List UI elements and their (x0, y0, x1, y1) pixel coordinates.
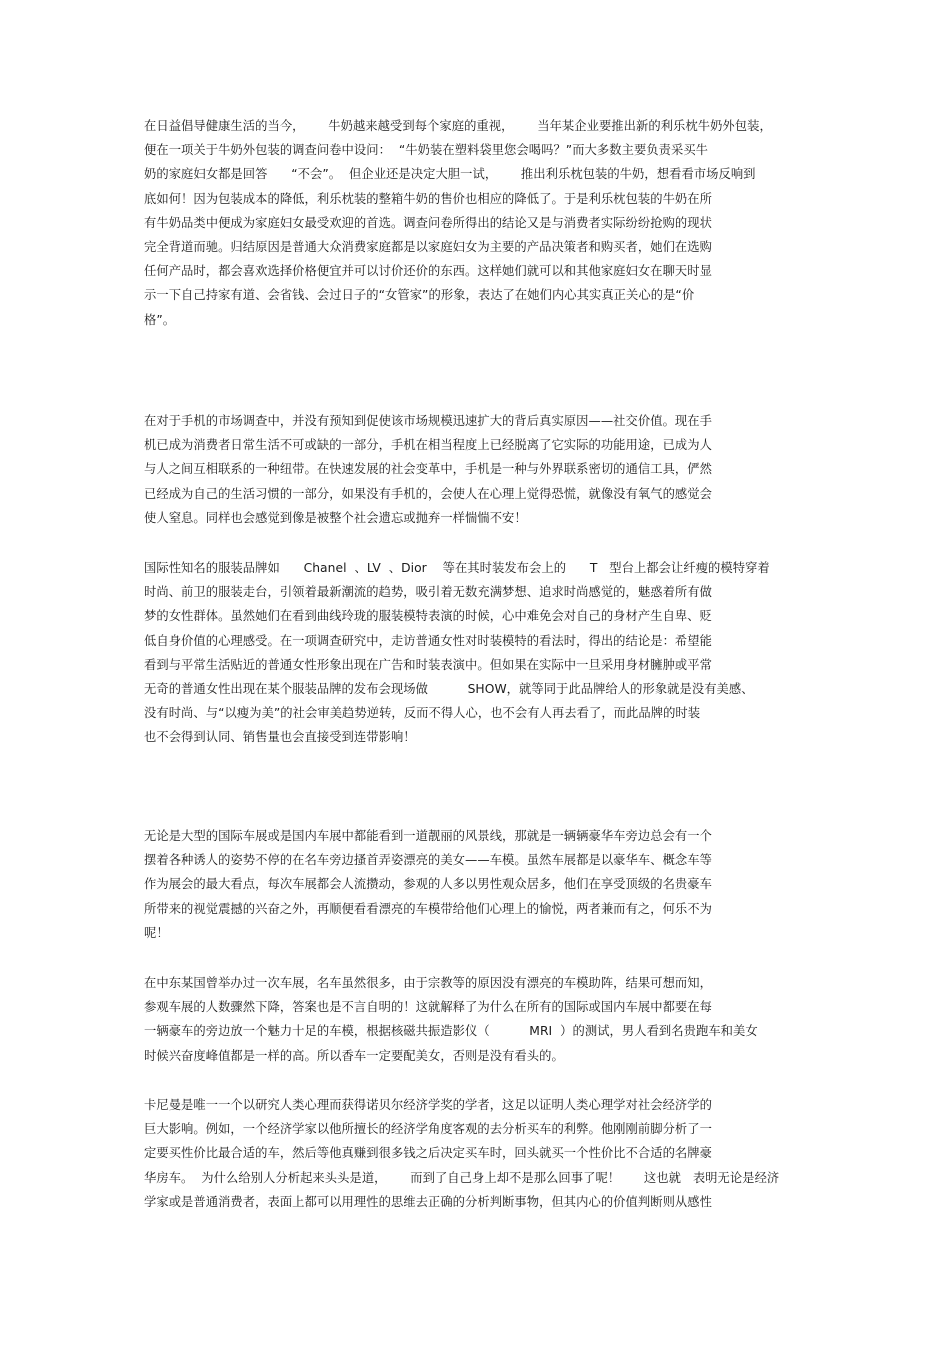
text-line: 在中东某国曾举办过一次车展，名车虽然很多，由于宗教等的原因没有漂亮的车模助阵，结果可想而知， (144, 976, 712, 990)
text-line: 时尚、前卫的服装走台，引领着最新潮流的趋势，吸引着无数充满梦想、追求时尚感觉的，魅惑着所有做 (144, 585, 712, 600)
text-line: 在日益倡导健康生活的当今， 牛奶越来越受到每个家庭的重视， 当年某企业要推出新的利乐枕牛奶外包装， (144, 119, 772, 133)
text-line: 使人窒息。同样也会感觉到像是被整个社会遗忘或抛弃一样惴惴不安！ (144, 510, 527, 525)
text-line: 参观车展的人数骤然下降，答案也是不言自明的！这就解释了为什么在所有的国际或国内车展中都要在每 (144, 1000, 712, 1015)
text-line: 国际性知名的服装品牌如 Chanel 、LV 、Dior 等在其时装发布会上的 T 型台上都会让纤瘦的模特穿着 (144, 561, 770, 575)
text-line: 已经成为自己的生活习惯的一部分，如果没有手机的，会使人在心理上觉得恐慌，就像没有氧气的感觉会 (144, 486, 712, 501)
text-line: 卡尼曼是唯一一个以研究人类心理而获得诺贝尔经济学奖的学者，这足以证明人类心理学对社会经济学的 (144, 1098, 712, 1112)
text-line: 无奇的普通女性出现在某个服装品牌的发布会现场做 SHOW，就等同于此品牌给人的形象就是没有美感、 (144, 681, 754, 696)
text-line: 与人之间互相联系的一种纽带。在快速发展的社会变革中，手机是一种与外界联系密切的通信工具，俨然 (144, 462, 712, 477)
paragraph-auto-show (144, 824, 804, 945)
text-line: 没有时尚、与“以瘦为美”的社会审美趋势逆转，反而不得人心，也不会有人再去看了，而此品牌的时装 (144, 706, 701, 721)
text-line: 便在一项关于牛奶外包装的调查问卷中设问： “牛奶装在塑料袋里您会喝吗？”而大多数主要负责采买牛 (144, 143, 709, 158)
text-line: 学家或是普通消费者，表面上都可以用理性的思维去正确的分析判断事物，但其内心的价值判断则从感性 (144, 1194, 712, 1209)
text-line: 定要买性价比最合适的车，然后等他真赚到很多钱之后决定买车时，回头就买一个性价比不合适的名牌豪 (144, 1146, 712, 1161)
text-line: 巨大影响。例如，一个经济学家以他所擅长的经济学角度客观的去分析买车的利弊。他刚刚前脚分析了一 (144, 1122, 712, 1137)
text-line: 底如何！因为包装成本的降低，利乐枕装的整箱牛奶的售价也相应的降低了。于是利乐枕包装的牛奶在所 (144, 191, 712, 206)
text-line: 示一下自己持家有道、会省钱、会过日子的“女管家”的形象，表达了在她们内心其实真正关心的是“价 (144, 288, 695, 303)
text-line: 奶的家庭妇女都是回答 “不会”。 但企业还是决定大胆一试， 推出利乐枕包装的牛奶，想看看市场反响到 (144, 167, 756, 182)
text-line: 摆着各种诱人的姿势不停的在名车旁边搔首弄姿漂亮的美女——车模。虽然车展都是以豪华车、概念车等 (144, 853, 712, 868)
text-line: 任何产品时，都会喜欢选择价格便宜并可以讨价还价的东西。这样她们就可以和其他家庭妇女在聊天时显 (144, 264, 712, 279)
paragraph-milk-packaging (144, 114, 804, 332)
text-line: 无论是大型的国际车展或是国内车展中都能看到一道靓丽的风景线，那就是一辆辆豪华车旁边总会有一个 (144, 829, 712, 843)
paragraph-fashion-brands (144, 556, 804, 750)
text-line: 一辆豪车的旁边放一个魅力十足的车模，根据核磁共振造影仪（ MRI ）的测试，男人看到名贵跑车和美女 (144, 1024, 758, 1039)
text-line: 时候兴奋度峰值都是一样的高。所以香车一定要配美女，否则是没有看头的。 (144, 1048, 564, 1063)
text-line: 格”。 (144, 312, 176, 327)
text-line: 机已成为消费者日常生活不可或缺的一部分，手机在相当程度上已经脱离了它实际的功能用途，已成为人 (144, 438, 712, 453)
text-line: 所带来的视觉震撼的兴奋之外，再顺便看看漂亮的车模带给他们心理上的愉悦，两者兼而有之，何乐不为 (144, 901, 712, 916)
paragraph-mobile-phone (144, 409, 804, 530)
text-line: 作为展会的最大看点，每次车展都会人流攒动，参观的人多以男性观众居多，他们在享受顶级的名贵豪车 (144, 877, 712, 892)
text-line: 呢！ (144, 925, 169, 940)
text-line: 有牛奶品类中便成为家庭妇女最受欢迎的首选。调查问卷所得出的结论又是与消费者实际纷纷抢购的现状 (144, 215, 712, 230)
text-line: 看到与平常生活贴近的普通女性形象出现在广告和时装表演中。但如果在实际中一旦采用身材臃肿或平常 (144, 657, 712, 672)
text-line: 也不会得到认同、销售量也会直接受到连带影响！ (144, 730, 416, 745)
text-line: 在对于手机的市场调查中，并没有预知到促使该市场规模迅速扩大的背后真实原因——社交价值。现在手 (144, 414, 712, 428)
paragraph-kahneman (144, 1093, 804, 1214)
text-line: 华房车。 为什么给别人分析起来头头是道， 而到了自己身上却不是那么回事了呢！ 这也就 表明无论是经济 (144, 1170, 780, 1185)
text-line: 完全背道而驰。归结原因是普通大众消费家庭都是以家庭妇女为主要的产品决策者和购买者，她们在选购 (144, 239, 712, 254)
text-line: 低自身价值的心理感受。在一项调查研究中，走访普通女性对时装模特的看法时，得出的结论是：希望能 (144, 633, 712, 648)
text-line: 梦的女性群体。虽然她们在看到曲线玲珑的服装模特表演的时候，心中难免会对自己的身材产生自卑、贬 (144, 609, 712, 624)
paragraph-middle-east-auto-show (144, 971, 804, 1068)
